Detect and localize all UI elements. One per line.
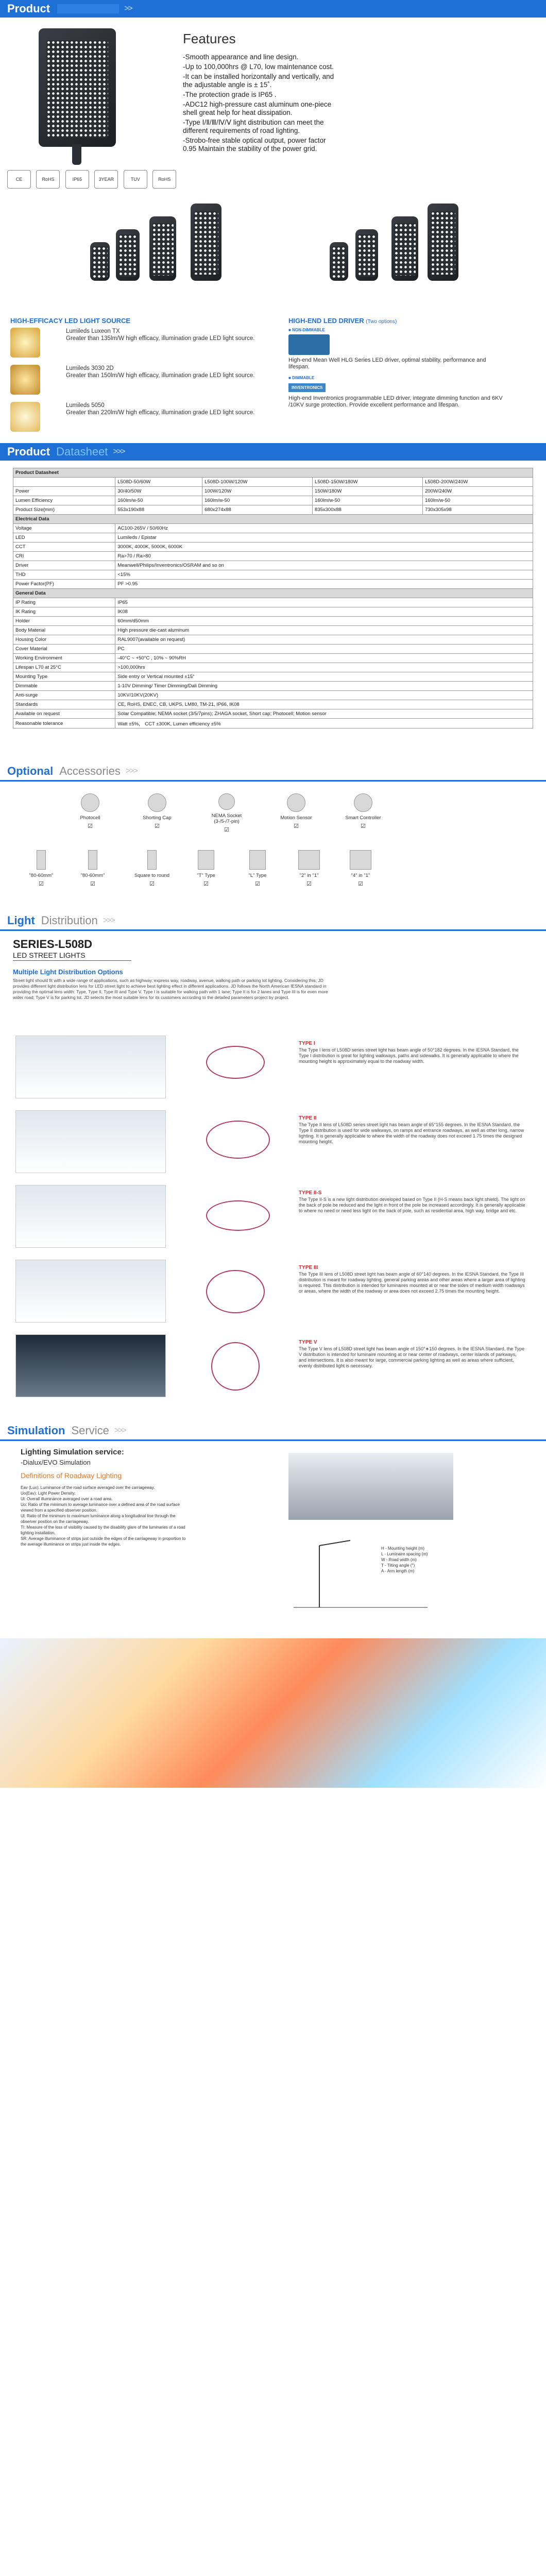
accessories-band xyxy=(0,762,546,782)
features-block xyxy=(183,31,337,155)
type2s-street-image xyxy=(15,1185,166,1248)
type3-pattern xyxy=(206,1270,265,1313)
lamp-side-1 xyxy=(330,242,348,281)
diagram-legend: H - Mounting height (m) L - Luminaire spacing (m) W - Road width (m) T - Tilting angle (°) A - Arm length (m) xyxy=(381,1546,428,1573)
led-desc: Greater than 150lm/W high efficacy, illumination grade LED light source. xyxy=(66,372,255,379)
adapter-item: "T" Type ☑ xyxy=(185,850,227,887)
adapter-item: Square to round ☑ xyxy=(129,850,175,887)
led-name: Lumileds 3030 2D xyxy=(66,365,114,371)
driver2-tag: DIMMABLE xyxy=(292,376,315,380)
band-title: Light xyxy=(7,914,35,927)
accessory-smart-controller: Smart Controller ☑ xyxy=(340,793,386,829)
band-subtitle: Distribution xyxy=(41,914,98,927)
band-title: Simulation xyxy=(7,1424,65,1437)
distribution-band xyxy=(0,912,546,931)
product-band xyxy=(0,0,546,18)
adapter-icon xyxy=(198,850,214,870)
adapter-item: "L" Type ☑ xyxy=(237,850,278,887)
ce-cert-icon: CE xyxy=(7,170,31,189)
band-arrows: >> xyxy=(124,4,132,13)
distribution-type-2s: TYPE II-S The Type II-S is a new light distribution developed based on Type II (H-S means back light shield). The light on the back of pole be reduced and the light in front of the pole be increased accordingly. It is generally applicable to where no need or need less light on the back of pole, such as residential area, high way, bridge and etc. xyxy=(10,1185,536,1257)
hero-lamp-arm xyxy=(72,144,81,165)
distribution-heading: Multiple Light Distribution Options xyxy=(13,968,123,976)
simulation-tool: -Dialux/EVO Simulation xyxy=(21,1459,91,1466)
band-title: Product xyxy=(7,2,50,15)
type2-pattern xyxy=(206,1121,270,1159)
type5-street-image xyxy=(15,1334,166,1397)
distribution-intro: Street light should fit with a wide range of applications, such as highway, express way, roadway, avenue, walking path or parking lot lighting. Considering this, JD provides different light distribution lens for LED street light to achieve best lighting effect in different applications. JD follows the North American IESNA standard in providing the optimal lens width: Type, Type II, Type III and Type V. Type I is suitable for walking path with 1 lane; Type II is for 2 lanes and Type III is for even more wider road; Type V is for parking lot. JD selects the most suitable lens for its customers according to the detailed parameters project by project. xyxy=(13,978,328,1000)
type1-street-image xyxy=(15,1036,166,1098)
datasheet-table: Product Datasheet L508D-50/60W L508D-100W/120W L508D-150W/180W L508D-200W/240W Power 30/40/50W 100W/120W 150W/180W 200W/240W Lumen Efficiency 160lm/w-50 160lm/w-50 160lm/w-50 160lm/w-50 Product Size(mm) 553x190x88 680x274x88 835x300x88 730x305x98 Electrical Data Voltage AC100-265V / 50/60Hz LED Lumileds / Epistar CCT 3000K, 4000K, 5000K, 6000K CRI Ra>70 / Ra>80 Driver Meanwell/Philips/Inventronics/OSRAM and so on THD <15% Power Factor(PF) PF >0.95 General Data IP Rating IP65 IK Rating IK08 Holder 60mm/d50mm Body Material High pressure die-cast aluminum Housing Color RAL9007(available on request) Cover Material PC Working Environment -40°C ~ +50°C , 10% ~ 90%RH Lifespan L70 at 25°C >100,000hrs Mounting Type Side entry or Vertical mounted ±15° Dimmable 1-10V Dimming/ Timer Dimming/Dali Dimming Anti-surge 10KV/10KV(20KV) Standards CE, RoHS, ENEC, CB, UKPS, LM80, TM-21, IP66, IK08 Available on request Solar Compatible; NEMA socket (3/5/7pins); ZHAGA socket, Short cap; Photocell; Motion sensor Reasonable tolerance Watt ±5%， CCT ±300K, Lumen efficiency ±5% xyxy=(13,468,533,728)
illuminance-simulation-image xyxy=(0,1638,546,1788)
led-source-item xyxy=(10,365,258,395)
type2s-pattern xyxy=(206,1200,270,1231)
definitions-title: Definitions of Roadway Lighting xyxy=(21,1471,122,1480)
lamp-size-1 xyxy=(90,242,110,281)
tuv-cert-icon: TUV xyxy=(124,170,147,189)
driver-note: (Two options) xyxy=(366,319,397,325)
feature-item: -Up to 100,000hrs @ L70, low maintenance cost. xyxy=(183,63,334,71)
warranty-cert-icon: 3YEAR xyxy=(94,170,118,189)
inventronics-logo: INVENTRONICS xyxy=(288,383,326,392)
led-name: Lumileds 5050 xyxy=(66,402,105,409)
adapter-icon xyxy=(37,850,46,870)
definition-item: Ul: Ratio of the minimum to maximum luminance along a longitudinal line through the observer position on the carriageway. xyxy=(21,1514,176,1524)
adapter-icon xyxy=(350,850,371,870)
definition-item: Uo(Eav): Light Power Density. xyxy=(21,1491,76,1496)
table-caption: Product Datasheet xyxy=(13,468,533,478)
feature-item: -It can be installed horizontally and vertically, and the adjustable angle is ± 15˚. xyxy=(183,73,334,89)
distribution-type-5: TYPE V The Type V lens of L508D street light has beam angle of 150°∗150 degrees. In the IESNA Standard, the Type V distribution is intended for luminaire mounting at or near center of roadways, center islands of parkways, and intersections. It is also meant for large, commercial parking lighting as well as areas where sufficient, evenly distributed light is necessary. xyxy=(10,1334,536,1406)
accessory-photocell: Photocell ☑ xyxy=(67,793,113,829)
band-arrows: >>> xyxy=(113,447,125,456)
driver1-text: High-end Mean Well HLG Series LED driver, optimal stability, performance and lifespan. xyxy=(288,357,486,370)
driver1-tag: NON-DIMMABLE xyxy=(292,328,325,332)
feature-item: -Type Ⅰ/Ⅱ/Ⅲ/Ⅳ/Ⅴ light distribution can meet the different requirements of road lighting. xyxy=(183,118,324,134)
ip65-cert-icon: IP65 xyxy=(65,170,89,189)
adapter-item: "80-60mm" ☑ xyxy=(21,850,62,887)
features-title: Features xyxy=(183,31,236,46)
simulation-title: Lighting Simulation service: xyxy=(21,1448,124,1456)
chip-5050-image xyxy=(10,402,40,432)
distribution-section xyxy=(0,912,546,1368)
definition-item: Uo: Ratio of the minimum to average luminance over a defined area of the road surface viewed from a specified observer position. xyxy=(21,1502,180,1513)
led-source-title: HIGH-EFFICACY LED LIGHT SOURCE xyxy=(10,317,131,325)
product-section xyxy=(0,0,546,416)
led-source-block xyxy=(10,317,258,439)
rohs-cert-icon: RoHS xyxy=(36,170,60,189)
rohs2-cert-icon: RoHS xyxy=(152,170,176,189)
photocell-icon xyxy=(81,793,99,812)
datasheet-table-wrap xyxy=(13,468,533,728)
band-subtitle: Accessories xyxy=(59,765,121,777)
lamp-side-3 xyxy=(391,216,418,281)
shorting-cap-icon xyxy=(148,793,166,812)
driver-block: HIGH-END LED DRIVER (Two options) ■ NON-DIMMABLE High-end Mean Well HLG Series LED driver, optimal stability, performance and lifespan. ■ DIMMABLE INVENTRONICS High-end Inventronics programmable LED driver, integrate dimming function and 6KV /10KV surge protection. Provide excellent performance and lifespan. xyxy=(288,317,505,409)
datasheet-band xyxy=(0,443,546,461)
motion-sensor-icon xyxy=(287,793,305,812)
band-arrows: >>> xyxy=(114,1426,126,1435)
driver-title: HIGH-END LED DRIVER xyxy=(288,317,364,325)
led-name: Lumileds Luxeon TX xyxy=(66,328,120,334)
band-arrows: >>> xyxy=(125,767,137,775)
smart-controller-icon xyxy=(354,793,372,812)
distribution-type-2: TYPE II The Type II lens of L508D series street light has beam angle of 65°155 degrees. In the IESNA Standard, the Type II distribution is used for wide walkways, on ramps and entrance roadways, as well as other long, narrow lighting. It is generally applicable to where the width of the roadway does not exceed 1.75 times the designed mounting height. xyxy=(10,1110,536,1182)
lamp-side-2 xyxy=(355,229,378,281)
distribution-type-1: TYPE I The Type I lens of L508D series street light has beam angle of 50°182 degrees. In the IESNA Standard, the Type I distribution is great for lighting walkways, paths and sidewalks. It is generally applicable to where the mounting height is approximately equal to the roadway width. xyxy=(10,1036,536,1108)
adapter-icon xyxy=(249,850,266,870)
distribution-type-3: TYPE III The Type III lens of L508D street light has beam angle of 60°140 degrees. In the IESNA Standard, the Type III distribution is meant for roadway lighting, general parking areas and other areas where a larger area of lighting is required. This distribution is intended for luminaires mounted at or near the sides of medium width roadways or areas, where the width of the roadway or area does not exceed 2.75 times the mounting height. xyxy=(10,1260,536,1332)
chip-3030-image xyxy=(10,365,40,395)
band-subtitle-bar xyxy=(57,4,119,13)
definition-item: Ul: Overall illuminance averaged over a road area. xyxy=(21,1497,113,1501)
table-caption: Electrical Data xyxy=(13,515,533,524)
road-perspective-image xyxy=(288,1453,453,1520)
type2-street-image xyxy=(15,1110,166,1173)
adapter-icon xyxy=(147,850,157,870)
led-desc: Greater than 220lm/W high efficacy, illumination grade LED light source. xyxy=(66,410,255,416)
adapter-item: "80-60mm" ☑ xyxy=(72,850,113,887)
feature-item: -Strobo-free stable optical output, power factor 0.95 Maintain the stability of the power grid. xyxy=(183,137,326,152)
feature-item: -ADC12 high-pressure cast aluminum one-piece shell great help for heat dissipation. xyxy=(183,100,332,116)
meanwell-driver-image xyxy=(288,334,330,355)
band-arrows: >>> xyxy=(103,916,114,925)
definition-item: SR: Average illuminance of strips just outside the edges of the carriageway in proportion to the average illuminance on strips just inside the edges. xyxy=(21,1536,186,1547)
series-subtitle: LED STREET LIGHTS xyxy=(13,951,131,961)
band-subtitle: Datasheet xyxy=(56,445,108,458)
simulation-section xyxy=(0,1422,546,1573)
feature-item: -The protection grade is IP65 . xyxy=(183,91,277,98)
driver2-text: High-end Inventronics programmable LED driver, integrate dimming function and 6KV /10KV surge protection. Provide excellent performance and lifespan. xyxy=(288,395,503,408)
led-source-item xyxy=(10,402,258,432)
adapter-icon xyxy=(298,850,320,870)
band-subtitle: Service xyxy=(71,1424,109,1437)
definition-item: TI: Measure of the loss of visibility caused by the disability glare of the luminaries of a road lighting installation. xyxy=(21,1525,185,1535)
adapter-item: "2" in "1" ☑ xyxy=(288,850,330,887)
led-source-item xyxy=(10,328,258,358)
band-title: Product xyxy=(7,445,50,458)
type1-pattern xyxy=(206,1046,265,1079)
accessory-motion-sensor: Motion Sensor ☑ xyxy=(273,793,319,829)
lamp-size-2 xyxy=(116,229,140,281)
series-title: SERIES-L508D xyxy=(13,938,93,951)
certification-icons xyxy=(7,170,179,189)
type5-pattern xyxy=(211,1342,260,1391)
lamp-size-3 xyxy=(149,216,176,281)
luxeon-chip-image xyxy=(10,328,40,358)
led-desc: Greater than 135lm/W high efficacy, illumination grade LED light source. xyxy=(66,335,255,342)
feature-item: -Smooth appearance and line design. xyxy=(183,53,299,61)
adapter-item: "4" in "1" ☑ xyxy=(340,850,381,887)
datasheet-section xyxy=(0,443,546,727)
hero-street-light-image xyxy=(39,28,116,147)
table-caption: General Data xyxy=(13,589,533,598)
adapter-icon xyxy=(88,850,97,870)
lamp-side-4 xyxy=(428,204,458,281)
lamp-size-4 xyxy=(191,204,221,281)
accessory-nema-socket: NEMA Socket (3-/5-/7-pin) ☑ xyxy=(203,793,250,833)
accessories-section xyxy=(0,762,546,887)
type3-street-image xyxy=(15,1260,166,1323)
nema-socket-icon xyxy=(218,793,235,810)
accessory-shorting-cap: Shorting Cap ☑ xyxy=(134,793,180,829)
definition-item: Eav (Lux): Luminance of the road surface averaged over the carriageway. xyxy=(21,1485,155,1490)
simulation-band xyxy=(0,1422,546,1441)
band-title: Optional xyxy=(7,765,54,777)
